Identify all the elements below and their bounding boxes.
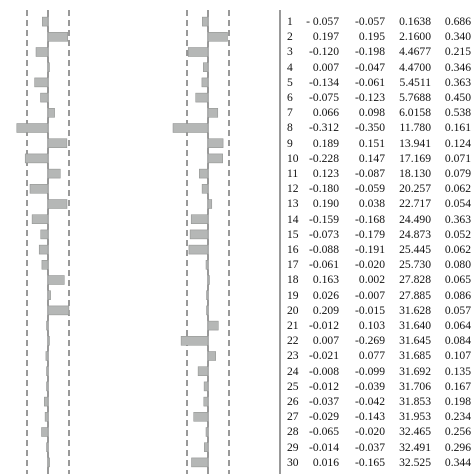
ac-cell: -0.073: [309, 227, 339, 241]
acf-bar-lag-2: [48, 32, 68, 41]
table-row: [283, 60, 474, 75]
autocorrelation-panel: [17, 10, 69, 474]
pac-cell: -0.350: [355, 121, 385, 135]
acf-bar-lag-15: [41, 230, 48, 239]
q-stat-cell: 18.130: [399, 167, 431, 180]
prob-cell: 0.256: [444, 425, 471, 439]
prob-cell: 0.065: [444, 273, 471, 287]
pac-cell: 0.038: [358, 197, 385, 211]
acf-bar-lag-16: [39, 245, 48, 254]
acf-bar-lag-6: [41, 93, 49, 102]
pac-cell: -0.165: [355, 455, 385, 469]
q-stat-cell: 31.685: [399, 349, 431, 363]
q-stat-cell: 2.1600: [399, 30, 431, 44]
pacf-bar-lag-5: [202, 78, 208, 87]
q-stat-cell: 0.1638: [399, 15, 431, 28]
lag-cell: 29: [287, 440, 299, 454]
pacf-bar-lag-2: [208, 32, 228, 41]
acf-bar-lag-9: [48, 139, 67, 148]
prob-cell: 0.080: [444, 258, 471, 272]
acf-bar-lag-23: [46, 352, 48, 361]
lag-cell: 4: [287, 60, 293, 74]
table-row: [283, 29, 474, 44]
pac-cell: -0.087: [355, 167, 385, 180]
prob-cell: 0.086: [444, 288, 471, 302]
pac-cell: -0.269: [355, 334, 385, 348]
table-row: [283, 196, 474, 211]
lag-cell: 2: [287, 30, 293, 44]
q-stat-cell: 5.7688: [399, 91, 431, 104]
pac-cell: 0.103: [358, 319, 385, 332]
pacf-bar-lag-14: [191, 215, 208, 224]
prob-cell: 0.054: [444, 197, 471, 211]
pacf-bar-lag-23: [208, 352, 216, 361]
q-stat-cell: 24.490: [399, 212, 431, 226]
acf-bar-lag-29: [47, 443, 49, 452]
table-row: [283, 14, 474, 29]
prob-cell: 0.124: [444, 136, 471, 150]
ac-cell: -0.008: [309, 364, 339, 378]
ac-cell: -0.012: [309, 379, 339, 393]
ac-cell: 0.026: [312, 288, 339, 302]
acf-bar-lag-14: [32, 215, 48, 224]
ac-cell: -0.037: [309, 395, 339, 408]
lag-cell: 1: [287, 15, 293, 28]
acf-bar-lag-30: [48, 458, 50, 467]
pac-cell: -0.198: [355, 45, 385, 59]
acf-bar-lag-25: [47, 382, 49, 391]
prob-cell: 0.215: [444, 45, 471, 59]
q-stat-cell: 4.4700: [399, 60, 431, 74]
table-row: [283, 333, 474, 348]
table-row: [283, 136, 474, 151]
acf-bar-lag-8: [17, 124, 48, 133]
pacf-bar-lag-10: [208, 154, 223, 163]
acf-bar-lag-20: [48, 306, 69, 315]
q-stat-cell: 25.445: [399, 243, 431, 256]
ac-cell: -0.120: [309, 45, 339, 59]
lag-cell: 17: [287, 258, 299, 272]
prob-cell: 0.363: [444, 75, 471, 89]
q-stat-cell: 31.953: [399, 410, 431, 424]
pac-cell: -0.039: [355, 379, 385, 393]
table-row: [283, 440, 474, 455]
acf-bar-lag-5: [35, 78, 48, 87]
pac-cell: -0.042: [355, 395, 385, 408]
ac-cell: -0.228: [309, 151, 339, 165]
q-stat-cell: 32.525: [399, 455, 431, 469]
pacf-bar-lag-18: [208, 276, 210, 285]
pac-cell: -0.059: [355, 182, 385, 196]
acf-bar-lag-22: [48, 336, 50, 345]
prob-cell: 0.064: [444, 319, 471, 332]
lag-cell: 8: [287, 121, 293, 135]
pacf-bar-lag-26: [204, 397, 208, 406]
q-stat-cell: 24.873: [399, 227, 431, 241]
lag-cell: 26: [287, 395, 299, 408]
table-row: [283, 409, 474, 424]
pacf-bar-lag-30: [192, 458, 209, 467]
prob-cell: 0.084: [444, 334, 471, 348]
prob-cell: 0.161: [444, 121, 471, 135]
lag-cell: 28: [287, 425, 299, 439]
lag-cell: 3: [287, 45, 293, 59]
pacf-bar-lag-12: [202, 184, 208, 193]
pacf-bar-lag-3: [188, 48, 208, 57]
prob-cell: 0.135: [444, 364, 471, 378]
lag-cell: 13: [287, 197, 299, 211]
pacf-bar-lag-9: [208, 139, 223, 148]
lag-cell: 21: [287, 319, 299, 332]
ac-cell: -0.180: [309, 182, 339, 196]
pac-cell: -0.123: [355, 91, 385, 104]
ac-cell: 0.016: [312, 455, 339, 469]
pac-cell: 0.002: [358, 273, 385, 287]
q-stat-cell: 31.692: [399, 364, 431, 378]
table-row: [283, 348, 474, 363]
ac-cell: -0.159: [309, 212, 339, 226]
pacf-bar-lag-1: [202, 17, 208, 26]
table-row: [283, 424, 474, 439]
ac-cell: -0.061: [309, 258, 339, 272]
prob-cell: 0.344: [444, 455, 471, 469]
pacf-bar-lag-29: [204, 443, 208, 452]
acf-bar-lag-12: [30, 184, 48, 193]
q-stat-cell: 17.169: [399, 151, 431, 165]
q-stat-cell: 31.706: [399, 379, 431, 393]
ac-cell: 0.007: [312, 334, 339, 348]
prob-cell: 0.079: [444, 167, 471, 180]
table-row: [283, 364, 474, 379]
q-stat-cell: 13.941: [399, 136, 431, 150]
pacf-bar-lag-16: [189, 245, 208, 254]
lag-cell: 14: [287, 212, 299, 226]
pacf-bar-lag-17: [206, 260, 208, 269]
lag-cell: 27: [287, 410, 299, 424]
lag-cell: 9: [287, 136, 293, 150]
lag-cell: 5: [287, 75, 293, 89]
pac-cell: -0.191: [355, 243, 385, 256]
ac-cell: 0.190: [312, 197, 339, 211]
table-row: [283, 75, 474, 90]
pac-cell: 0.195: [358, 30, 385, 44]
lag-cell: 22: [287, 334, 299, 348]
ac-cell: 0.209: [312, 303, 339, 317]
ac-cell: -0.012: [309, 319, 339, 332]
ac-cell: -0.134: [309, 75, 339, 89]
table-row: [283, 394, 474, 409]
ac-cell: 0.123: [312, 167, 339, 180]
lag-cell: 23: [287, 349, 299, 363]
lag-cell: 10: [287, 151, 299, 165]
table-row: [283, 227, 474, 242]
ac-cell: - 0.057: [306, 15, 339, 28]
pac-cell: -0.168: [355, 212, 385, 226]
table-row: [283, 181, 474, 196]
q-stat-cell: 31.628: [399, 303, 431, 317]
pac-cell: -0.015: [355, 303, 385, 317]
pacf-bar-lag-13: [208, 200, 212, 209]
q-stat-cell: 25.730: [399, 258, 431, 272]
lag-cell: 30: [287, 455, 299, 469]
pacf-bar-lag-22: [181, 336, 208, 345]
pac-cell: 0.151: [358, 136, 385, 150]
pac-cell: 0.098: [358, 106, 385, 120]
acf-bar-lag-3: [36, 48, 48, 57]
acf-bar-lag-17: [42, 260, 48, 269]
pacf-bar-lag-24: [198, 367, 208, 376]
pacf-bar-lag-20: [207, 306, 209, 315]
pac-cell: -0.007: [355, 288, 385, 302]
pac-cell: -0.179: [355, 227, 385, 241]
prob-cell: 0.296: [444, 440, 471, 454]
prob-cell: 0.450: [444, 91, 471, 104]
lag-cell: 12: [287, 182, 299, 196]
q-stat-cell: 31.645: [399, 334, 431, 348]
table-row: [283, 318, 474, 333]
lag-cell: 15: [287, 227, 299, 241]
prob-cell: 0.346: [444, 60, 471, 74]
acf-bar-lag-28: [42, 428, 49, 437]
ac-cell: -0.088: [309, 243, 339, 256]
q-stat-cell: 6.0158: [399, 106, 431, 120]
lag-cell: 11: [287, 167, 299, 180]
prob-cell: 0.363: [444, 212, 471, 226]
table-row: [283, 455, 474, 470]
pac-cell: -0.020: [355, 258, 385, 272]
prob-cell: 0.538: [444, 106, 471, 120]
table-row: [283, 105, 474, 120]
pac-cell: -0.143: [355, 410, 385, 424]
acf-bar-lag-18: [48, 276, 64, 285]
acf-bar-lag-19: [48, 291, 51, 300]
prob-cell: 0.062: [444, 243, 471, 256]
q-stat-cell: 20.257: [399, 182, 431, 196]
prob-cell: 0.107: [444, 349, 471, 363]
q-stat-cell: 27.828: [399, 273, 431, 287]
ac-cell: -0.312: [309, 121, 339, 135]
pac-cell: 0.147: [358, 151, 385, 165]
pac-cell: -0.047: [355, 60, 385, 74]
pac-cell: 0.077: [358, 349, 385, 363]
q-stat-cell: 31.640: [399, 319, 431, 332]
acf-bar-lag-27: [45, 412, 48, 421]
ac-cell: 0.066: [312, 106, 339, 120]
lag-cell: 6: [287, 91, 293, 104]
pacf-bar-lag-6: [196, 93, 208, 102]
table-row: [283, 303, 474, 318]
acf-bar-lag-21: [47, 321, 49, 330]
q-stat-cell: 22.717: [399, 197, 431, 211]
table-row: [283, 151, 474, 166]
pacf-bar-lag-28: [206, 428, 208, 437]
acf-bar-lag-24: [47, 367, 49, 376]
lag-cell: 16: [287, 243, 299, 256]
prob-cell: 0.052: [444, 227, 471, 241]
prob-cell: 0.198: [444, 395, 471, 408]
lag-cell: 18: [287, 273, 299, 287]
acf-bar-lag-1: [42, 17, 48, 26]
q-stat-cell: 31.853: [399, 395, 431, 408]
prob-cell: 0.062: [444, 182, 471, 196]
pacf-bar-lag-21: [208, 321, 218, 330]
ac-cell: 0.007: [312, 60, 339, 74]
pacf-bar-lag-19: [207, 291, 209, 300]
acf-bar-lag-11: [48, 169, 60, 178]
prob-cell: 0.057: [444, 303, 471, 317]
pacf-bar-lag-8: [173, 124, 208, 133]
prob-cell: 0.340: [444, 30, 471, 44]
q-stat-cell: 32.465: [399, 425, 431, 439]
lag-cell: 20: [287, 303, 299, 317]
lag-cell: 19: [287, 288, 299, 302]
q-stat-cell: 27.885: [399, 288, 431, 302]
table-row: [283, 166, 474, 181]
ac-cell: -0.075: [309, 91, 339, 104]
pac-cell: -0.061: [355, 75, 385, 89]
lag-cell: 7: [287, 106, 293, 120]
table-row: [283, 257, 474, 272]
q-stat-cell: 32.491: [399, 440, 431, 454]
acf-bar-lag-13: [48, 200, 67, 209]
ac-cell: 0.189: [312, 136, 339, 150]
prob-cell: 0.071: [444, 151, 471, 165]
acf-bar-lag-10: [25, 154, 48, 163]
ac-cell: 0.197: [312, 30, 339, 44]
prob-cell: 0.234: [444, 410, 471, 424]
partial-correlation-panel: [173, 10, 229, 474]
pac-cell: -0.037: [355, 440, 385, 454]
ac-cell: -0.029: [309, 410, 339, 424]
ac-cell: 0.163: [312, 273, 339, 287]
table-row: [283, 44, 474, 59]
table-row: [283, 379, 474, 394]
pacf-bar-lag-11: [199, 169, 208, 178]
table-row: [283, 212, 474, 227]
lag-cell: 24: [287, 364, 299, 378]
ac-cell: -0.021: [309, 349, 339, 363]
q-stat-cell: 4.4677: [399, 45, 431, 59]
table-row: [283, 120, 474, 135]
ac-cell: -0.065: [309, 425, 339, 439]
prob-cell: 0.686: [444, 15, 471, 28]
prob-cell: 0.167: [444, 379, 471, 393]
pacf-bar-lag-25: [204, 382, 208, 391]
pacf-bar-lag-7: [208, 108, 218, 117]
ac-cell: -0.014: [309, 440, 339, 454]
table-row: [283, 242, 474, 257]
q-stat-cell: 11.780: [399, 121, 431, 135]
table-row: [283, 288, 474, 303]
pacf-bar-lag-4: [203, 63, 208, 72]
lag-cell: 25: [287, 379, 299, 393]
acf-bar-lag-7: [48, 108, 55, 117]
acf-bar-lag-26: [44, 397, 48, 406]
pac-cell: -0.057: [355, 15, 385, 28]
table-row: [283, 90, 474, 105]
acf-bar-lag-4: [48, 63, 50, 72]
q-stat-cell: 5.4511: [399, 75, 431, 89]
pac-cell: -0.099: [355, 364, 385, 378]
pacf-bar-lag-15: [190, 230, 208, 239]
pacf-bar-lag-27: [194, 412, 208, 421]
table-row: [283, 272, 474, 287]
pac-cell: -0.020: [355, 425, 385, 439]
